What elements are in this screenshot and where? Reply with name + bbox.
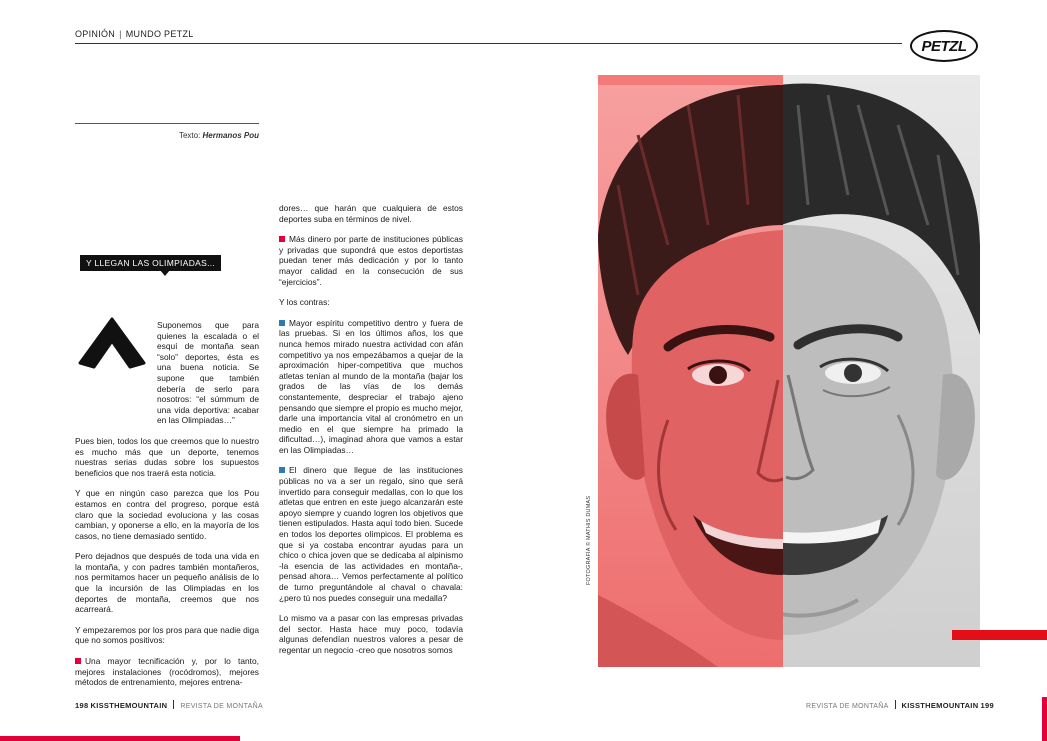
paragraph: Pues bien, todos los que creemos que lo nuestro es mucho más que un deporte, tenemos nuestras serias dudas sobre los supuestos beneficios que nos traerá esta noticia. (75, 435, 259, 478)
page-number-right: 199 (980, 701, 994, 710)
cons-item-text: El dinero que llegue de las instituciones públicas no va a ser un regalo, sino que será invertido para conseguir medallas, con lo que los atletas que entren en este juego alcanzarán este apoyo siempre y cuando logren los objetivos que tienen estipulados. Hasta aquí todo bien. Sucede en todos los deportes olímpicos. El problema es que si ya costaba encontrar ayudas para un chico o chica joven que se dedicaba al alpinismo -la esencia de las actividades en montaña-, pensad ahora… Vemos perfectamente al político de turno preguntándole al chaval o chavala: ¿pero tú nos puedes conseguir una medalla? (279, 465, 463, 603)
footer-separator (895, 700, 896, 709)
section-separator: | (119, 29, 122, 39)
byline-author: Hermanos Pou (202, 131, 259, 140)
bottom-red-bar (0, 736, 240, 741)
logo-text: PETZL (921, 37, 967, 55)
section-label (75, 29, 194, 39)
cons-item-text: Mayor espíritu competitivo dentro y fuera de las pruebas. Si en los últimos años, los que nunca hemos mirado nuestra actividad con afán competitivo ya nos empezábamos a quejar de la aproximación hiper-competitiva que muchos atletas tenían al mundo de la montaña (bajar los grados de las vías de los demás constantemente, despreciar el trabajo ajeno pensando que siempre el propio es mucho mejor, darle una importancia vital al cronómetro en un medio en el que siempre ha primado la dificultad…), imaginad ahora que vamos a estar en las Olimpiadas… (279, 317, 463, 455)
footer-right (806, 700, 994, 710)
red-bullet-icon (75, 658, 81, 664)
photo-credit: FOTOGRAFÍA © MATHIS DUMAS (586, 495, 592, 585)
blue-bullet-icon (279, 467, 285, 473)
red-accent-bar (952, 630, 1047, 640)
footer-left (75, 700, 263, 710)
red-bullet-icon (279, 236, 285, 242)
paragraph: dores… que harán que cualquiera de estos deportes suba en términos de nivel. (279, 203, 463, 224)
article-column-2 (279, 203, 463, 666)
pros-item (279, 234, 463, 287)
footer-separator (173, 700, 174, 709)
magazine-subtitle-right: REVISTA DE MONTAÑA (806, 703, 889, 710)
magazine-brand-right: KISSTHEMOUNTAIN (901, 701, 979, 710)
petzl-logo (910, 30, 978, 62)
subhead: Y LLEGAN LAS OLIMPIADAS... (80, 255, 221, 271)
paragraph: Y los contras: (279, 297, 330, 308)
subhead-tail (160, 270, 170, 276)
split-portrait-photo (598, 75, 980, 667)
page-number-left: 198 (75, 701, 89, 710)
paragraph: Pero dejadnos que después de toda una vida en la montaña, y con padres también montañeros, nos permitamos hacer un pequeño análisis de lo que la incursión de las Olimpiadas en los deportes de montaña, creemos que nos acarreará. (75, 551, 259, 615)
magazine-brand-left: KISSTHEMOUNTAIN (90, 701, 168, 710)
pros-item-text: Una mayor tecnificación y, por lo tanto, mejores instalaciones (rocódromos), mejores métodos de entrenamiento, mejores entrena- (75, 656, 259, 688)
paragraph: Lo mismo va a pasar con las empresas privadas del sector. Hasta hace muy poco, todavía algunas defendían nuestros valores a pesar de regentar un negocio -creo que nosotros somos (279, 613, 463, 655)
portrait-illustration (598, 75, 980, 667)
magazine-subtitle-left: REVISTA DE MONTAÑA (180, 703, 263, 710)
blue-bullet-icon (279, 320, 285, 326)
header-rule (75, 43, 902, 44)
section-name: OPINIÓN (75, 29, 116, 39)
paragraph: Y que en ningún caso parezca que los Pou estamos en contra del progreso, porque está claro que la sociedad evoluciona y las cosas cambian, y oponerse a ello, en la mayoría de los casos, no tiene demasiado sentido. (75, 488, 259, 541)
cons-item (279, 465, 463, 603)
intro-text: Suponemos que para quienes la escalada o el esquí de montaña sean “solo” deportes, ésta es una buena noticia. Se supone que también debería de serlo para nosotros: “el súmmum de una vida deportiva: acabar en las Olimpiadas…” (157, 320, 259, 426)
paragraph: Y empezaremos por los pros para que nadie diga que no somos positivos: (75, 624, 259, 646)
byline-prefix: Texto: (178, 131, 201, 140)
byline (75, 131, 259, 140)
cons-item (279, 318, 463, 456)
intro-paragraph-start (157, 320, 259, 426)
byline-rule (75, 123, 259, 124)
edge-red-bar (1042, 697, 1047, 741)
pros-item (75, 656, 259, 688)
pros-item-text: Más dinero por parte de instituciones públicas y privadas que supondrá que estos deportistas puedan tener más dedicación y por lo tanto mayor calidad en la consecución de sus “ejercicios”. (279, 234, 463, 287)
subsection-name: MUNDO PETZL (125, 29, 194, 39)
article-column-1 (75, 320, 259, 698)
